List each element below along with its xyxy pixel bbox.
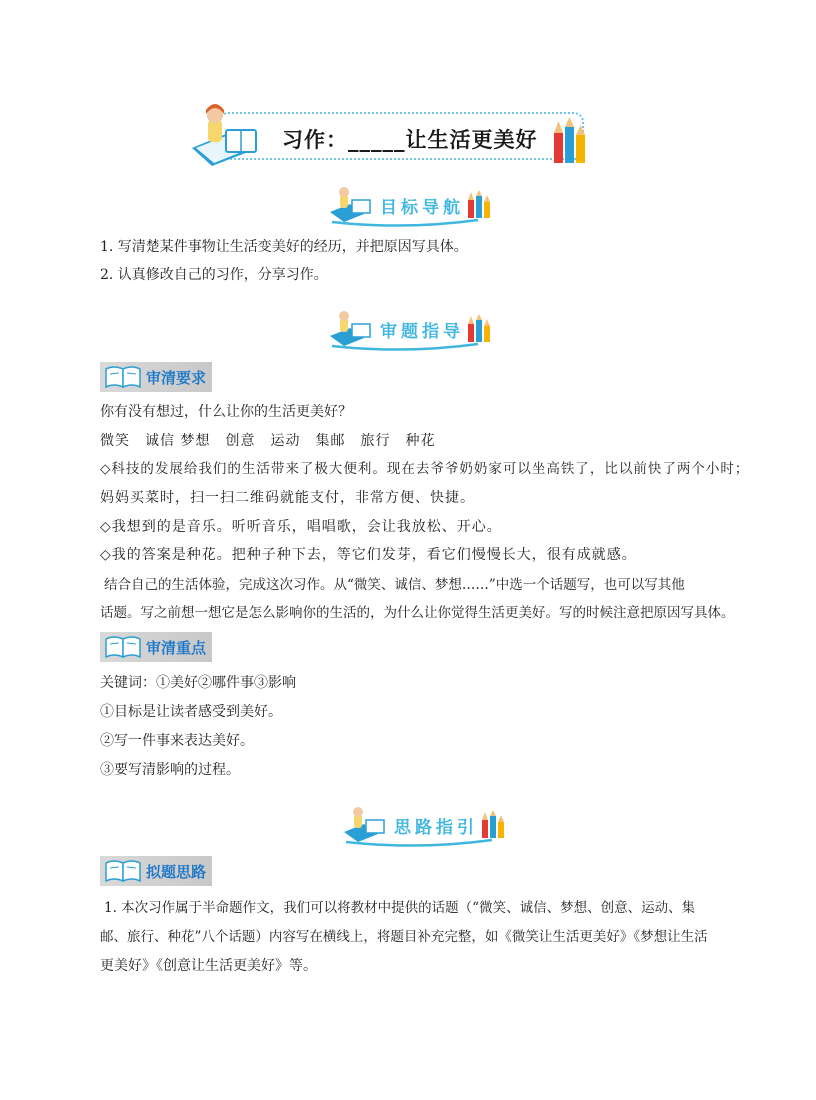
requirements-paragraph-1: 结合自己的生活体验，完成这次习作。从“微笑、诚信、梦想……”中选一个话题写，也可以写其他: [104, 577, 685, 593]
requirements-example-1a: ◇科技的发展给我们的生活带来了极大便利。现在去爷爷奶奶家可以坐高铁了，比以前快了两个小时；: [100, 461, 750, 477]
focus-item-2: ②写一件事来表达美好。: [100, 733, 254, 749]
page-title: 习作：_____让生活更美好: [282, 128, 538, 152]
requirements-example-3: ◇我的答案是种花。把种子种下去，等它们发芽，看它们慢慢长大，很有成就感。: [100, 547, 637, 563]
requirements-question: 你有没有想过，什么让你的生活更美好？: [100, 404, 352, 420]
goal-item-2: 2. 认真修改自己的习作，分享习作。: [100, 267, 328, 283]
requirements-topics: 微笑 诚信 梦想 创意 运动 集邮 旅行 种花: [100, 433, 436, 449]
swoosh-divider: [344, 836, 494, 848]
focus-item-3: ③要写清影响的过程。: [100, 762, 240, 778]
focus-keywords: 关键词：①美好②哪件事③影响: [100, 675, 296, 691]
requirements-example-2: ◇我想到的是音乐。听听音乐，唱唱歌，会让我放松、开心。: [100, 519, 502, 535]
goal-item-1: 1. 写清楚某件事物让生活变美好的经历，并把原因写具体。: [100, 239, 468, 255]
pencils-icon: [480, 810, 506, 838]
subhead-focus: [100, 632, 212, 662]
title-idea-line-1: 1. 本次习作属于半命题作文，我们可以将教材中提供的话题（“微笑、诚信、梦想、创意、运动、集: [104, 900, 696, 916]
pencils-icon: [548, 117, 592, 165]
open-book-icon: [104, 635, 142, 659]
requirements-example-1b: 妈妈买菜时，扫一扫二维码就能支付，非常方便、快捷。: [100, 490, 475, 506]
subhead-title-idea: [100, 856, 212, 886]
swoosh-divider: [330, 216, 480, 228]
open-book-icon: [104, 859, 142, 883]
section-idea-header: [0, 806, 816, 850]
subhead-requirements: [100, 362, 212, 392]
title-idea-line-2: 邮、旅行、种花”八个话题）内容写在横线上，将题目补充完整，如《微笑让生活更美好》《梦想让生活: [100, 929, 708, 945]
student-reading-icon: [186, 104, 266, 168]
pencils-icon: [466, 314, 492, 342]
focus-item-1: ①目标是让读者感受到美好。: [100, 704, 282, 720]
section-idea-label: 思路指引: [394, 818, 478, 838]
section-goal-header: [0, 186, 816, 230]
subhead-focus-label: 审清重点: [146, 639, 207, 657]
section-goal-label: 目标导航: [380, 198, 464, 218]
section-guide-label: 审题指导: [380, 322, 464, 342]
swoosh-divider: [330, 340, 480, 352]
open-book-icon: [104, 365, 142, 389]
title-idea-line-3: 更美好》《创意让生活更美好》等。: [100, 958, 317, 974]
section-guide-header: [0, 310, 816, 354]
subhead-requirements-label: 审清要求: [146, 369, 207, 387]
pencils-icon: [466, 190, 492, 218]
subhead-title-idea-label: 拟题思路: [146, 863, 207, 881]
requirements-paragraph-2: 话题。写之前想一想它是怎么影响你的生活的，为什么让你觉得生活更美好。写的时候注意把原因写具体。: [100, 605, 735, 621]
